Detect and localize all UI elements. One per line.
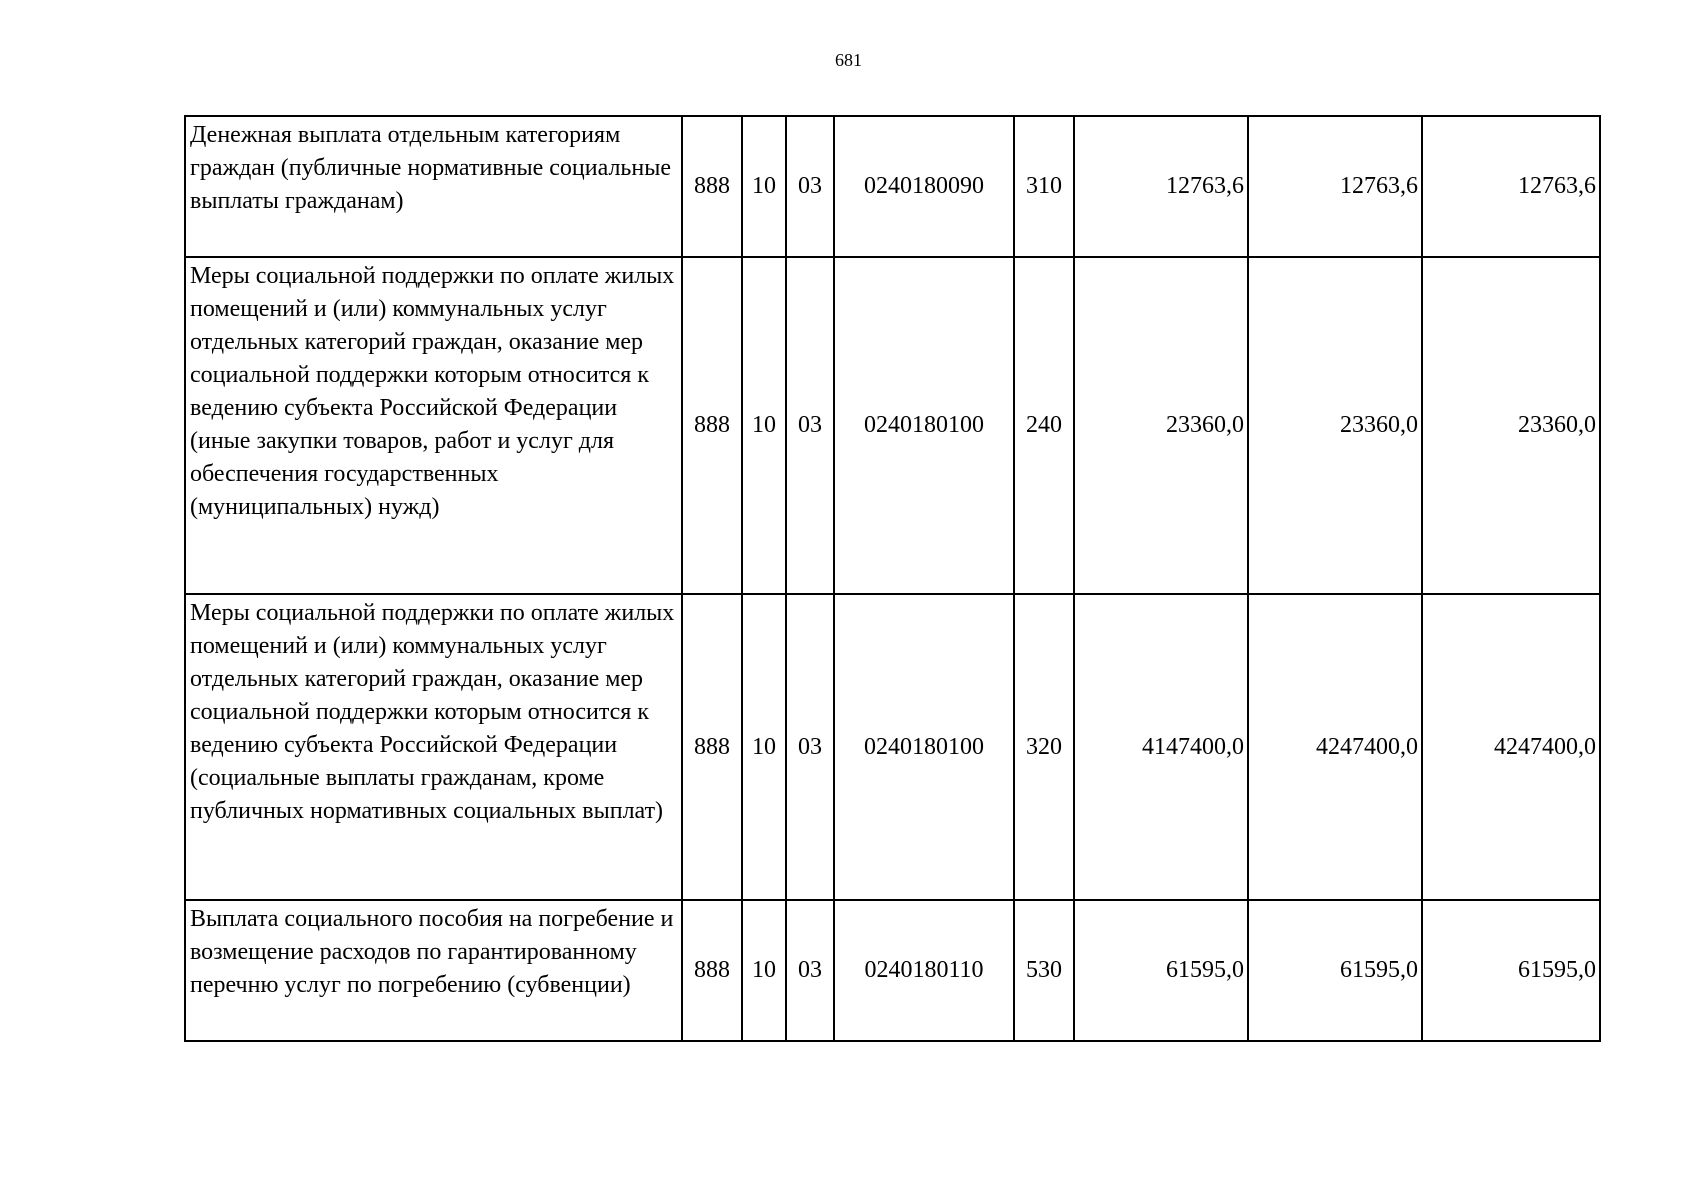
table-row [185, 257, 1600, 594]
subsection-code-cell: 03 [786, 900, 834, 1041]
expense-type-cell: 310 [1014, 116, 1074, 257]
row-name-cell: Меры социальной поддержки по оплате жилых помещений и (или) коммунальных услуг отдельных категорий граждан, оказание мер социальной поддержки которым относится к ведению субъекта Российской Федерации (социальные выплаты гражданам, кроме публичных нормативных социальных выплат) [185, 594, 682, 900]
section-code-cell: 10 [742, 900, 786, 1041]
target-article-cell: 0240180110 [834, 900, 1014, 1041]
amount-1-cell: 61595,0 [1074, 900, 1248, 1041]
row-name-cell: Меры социальной поддержки по оплате жилых помещений и (или) коммунальных услуг отдельных категорий граждан, оказание мер социальной поддержки которым относится к ведению субъекта Российской Федерации (иные закупки товаров, работ и услуг для обеспечения государственных (муниципальных) нужд) [185, 257, 682, 594]
expense-type-cell: 530 [1014, 900, 1074, 1041]
ministry-code-cell: 888 [682, 116, 742, 257]
budget-table [184, 115, 1601, 1042]
amount-2-cell: 4247400,0 [1248, 594, 1422, 900]
row-name-cell: Денежная выплата отдельным категориям граждан (публичные нормативные социальные выплаты гражданам) [185, 116, 682, 257]
table-row [185, 116, 1600, 257]
target-article-cell: 0240180100 [834, 594, 1014, 900]
amount-3-cell: 4247400,0 [1422, 594, 1600, 900]
ministry-code-cell: 888 [682, 900, 742, 1041]
expense-type-cell: 240 [1014, 257, 1074, 594]
table-row [185, 900, 1600, 1041]
page-number: 681 [835, 50, 862, 70]
ministry-code-cell: 888 [682, 594, 742, 900]
table-row [185, 594, 1600, 900]
amount-1-cell: 12763,6 [1074, 116, 1248, 257]
amount-2-cell: 23360,0 [1248, 257, 1422, 594]
section-code-cell: 10 [742, 116, 786, 257]
amount-2-cell: 61595,0 [1248, 900, 1422, 1041]
target-article-cell: 0240180100 [834, 257, 1014, 594]
amount-1-cell: 4147400,0 [1074, 594, 1248, 900]
amount-3-cell: 23360,0 [1422, 257, 1600, 594]
amount-3-cell: 61595,0 [1422, 900, 1600, 1041]
subsection-code-cell: 03 [786, 116, 834, 257]
ministry-code-cell: 888 [682, 257, 742, 594]
amount-3-cell: 12763,6 [1422, 116, 1600, 257]
subsection-code-cell: 03 [786, 257, 834, 594]
expense-type-cell: 320 [1014, 594, 1074, 900]
target-article-cell: 0240180090 [834, 116, 1014, 257]
row-name-cell: Выплата социального пособия на погребение и возмещение расходов по гарантированному перечню услуг по погребению (субвенции) [185, 900, 682, 1041]
amount-2-cell: 12763,6 [1248, 116, 1422, 257]
amount-1-cell: 23360,0 [1074, 257, 1248, 594]
section-code-cell: 10 [742, 257, 786, 594]
subsection-code-cell: 03 [786, 594, 834, 900]
section-code-cell: 10 [742, 594, 786, 900]
